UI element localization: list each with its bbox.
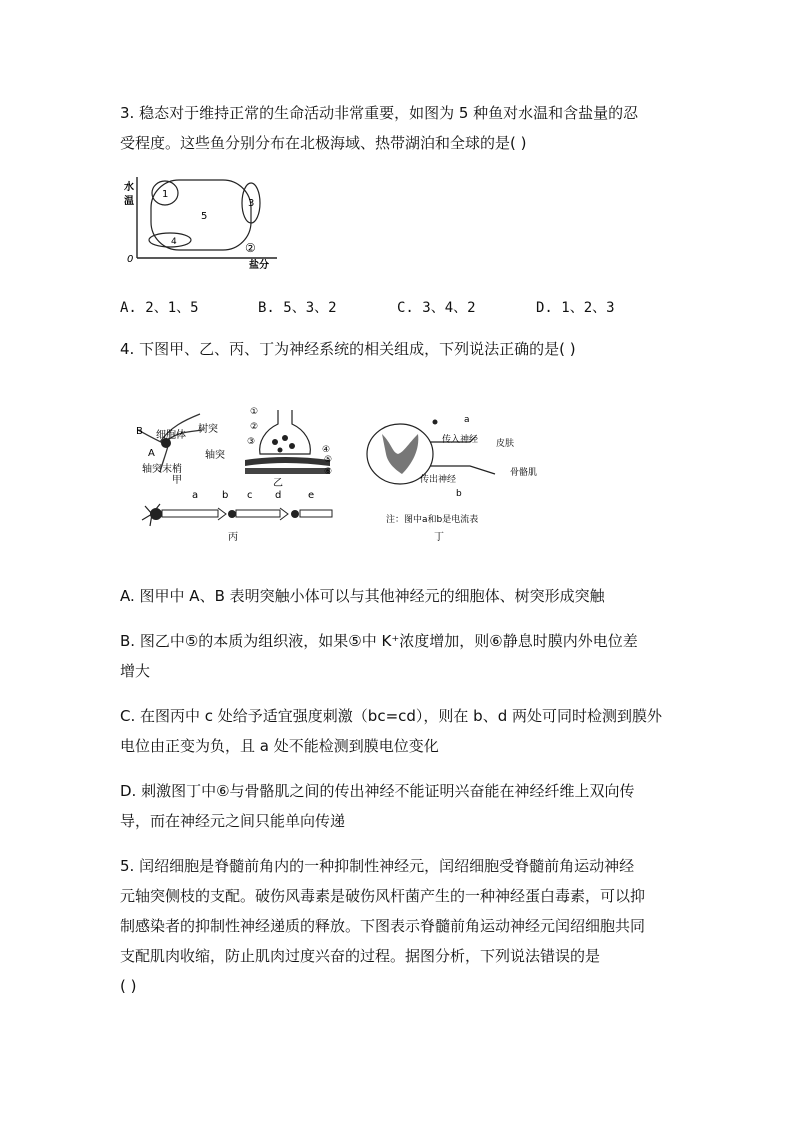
q3-option-d: D. 1、2、3 <box>536 300 615 316</box>
q3-option-b: B. 5、3、2 <box>258 300 337 316</box>
y-axis-label-1: 水 <box>124 182 134 193</box>
q3-option-c: C. 3、4、2 <box>397 300 476 316</box>
q5-answer-blank: ( ) <box>120 977 137 995</box>
q3-option-a: A. 2、1、5 <box>120 300 199 316</box>
q4-option-c-line-2: 电位由正变为负，且 a 处不能检测到膜电位变化 <box>120 737 439 755</box>
region-2-label: ② <box>245 241 256 255</box>
bing-title: 丙 <box>228 532 238 543</box>
yi-marker-6: ⑥ <box>324 467 333 477</box>
q4-option-b-line-1: B. 图乙中⑤的本质为组织液，如果⑤中 K⁺浓度增加，则⑥静息时膜内外电位差 <box>120 632 638 650</box>
ding-note: 注：图中a和b是电流表 <box>386 515 479 525</box>
ding-label-a: a <box>464 415 470 425</box>
q4-nervous-system-figure <box>130 402 550 552</box>
ding-afferent-label: 传入神经 <box>442 435 479 445</box>
q4-option-d-line-2: 导，而在神经元之间只能单向传递 <box>120 812 346 830</box>
q4-stem: 4. 下图甲、乙、丙、丁为神经系统的相关组成，下列说法正确的是( ) <box>120 340 576 358</box>
q4-option-a: A. 图甲中 A、B 表明突触小体可以与其他神经元的细胞体、树突形成突触 <box>120 587 605 605</box>
figure-jia-neuron <box>136 414 225 486</box>
jia-label-b: B <box>136 426 143 437</box>
ding-efferent-label: 传出神经 <box>420 475 457 485</box>
jia-cell-body-label: 细胞体 <box>156 430 186 441</box>
ding-muscle-label: 骨骼肌 <box>510 468 538 478</box>
y-axis-label-2: 温 <box>124 196 134 207</box>
x-axis-label: 盐分 <box>249 260 269 271</box>
region-4-outline <box>149 233 191 247</box>
bing-label-e: e <box>308 490 315 501</box>
yi-title: 乙 <box>273 478 283 489</box>
yi-marker-2: ② <box>250 422 259 432</box>
figure-bing-neuron-chain <box>142 490 332 543</box>
region-3-label: 3 <box>248 198 255 209</box>
bing-label-c: c <box>247 490 253 501</box>
region-5-label: 5 <box>201 211 208 222</box>
ding-skin-label: 皮肤 <box>496 439 515 449</box>
region-4-label: 4 <box>171 237 177 247</box>
q4-option-d-line-1: D. 刺激图丁中⑥与骨骼肌之间的传出神经不能证明兴奋能在神经纤维上双向传 <box>120 782 635 800</box>
ding-label-b: b <box>456 489 462 499</box>
q5-stem-line-1: 5. 闰绍细胞是脊髓前角内的一种抑制性神经元，闰绍细胞受脊髓前角运动神经 <box>120 857 635 875</box>
jia-axon-label: 轴突 <box>205 450 225 461</box>
q5-stem-line-4: 支配肌肉收缩，防止肌肉过度兴奋的过程。据图分析，下列说法错误的是 <box>120 947 601 965</box>
origin-label: 0 <box>127 254 134 265</box>
q3-stem-line-2: 受程度。这些鱼分别分布在北极海域、热带湖泊和全球的是( ) <box>120 134 527 152</box>
bing-label-b: b <box>222 490 229 501</box>
jia-terminal-label: 轴突末梢 <box>142 464 182 475</box>
bing-label-a: a <box>192 490 199 501</box>
jia-title: 甲 <box>172 475 182 486</box>
q3-stem-line-1: 3. 稳态对于维持正常的生命活动非常重要，如图为 5 种鱼对水温和含盐量的忍 <box>120 104 639 122</box>
jia-dendrite-label: 树突 <box>198 424 218 435</box>
ding-title: 丁 <box>434 532 444 543</box>
yi-marker-4: ④ <box>322 445 331 455</box>
q5-stem-line-2: 元轴突侧枝的支配。破伤风毒素是破伤风杆菌产生的一种神经蛋白毒素，可以抑 <box>120 887 646 905</box>
bing-label-d: d <box>275 490 282 501</box>
figure-ding-reflex-arc <box>367 415 537 543</box>
figure-yi-synapse <box>245 407 332 489</box>
q3-fish-tolerance-figure <box>115 172 285 272</box>
region-1-label: 1 <box>162 189 169 200</box>
q4-option-c-line-1: C. 在图丙中 c 处给予适宜强度刺激（bc=cd），则在 b、d 两处可同时检测到膜外 <box>120 707 662 725</box>
yi-marker-1: ① <box>250 407 259 417</box>
yi-marker-3: ③ <box>247 437 256 447</box>
jia-label-a: A <box>148 448 155 459</box>
yi-marker-5: ⑤ <box>324 455 333 465</box>
q4-option-b-line-2: 增大 <box>120 662 151 680</box>
q5-stem-line-3: 制感染者的抑制性神经递质的释放。下图表示脊髓前角运动神经元闰绍细胞共同 <box>120 917 646 935</box>
